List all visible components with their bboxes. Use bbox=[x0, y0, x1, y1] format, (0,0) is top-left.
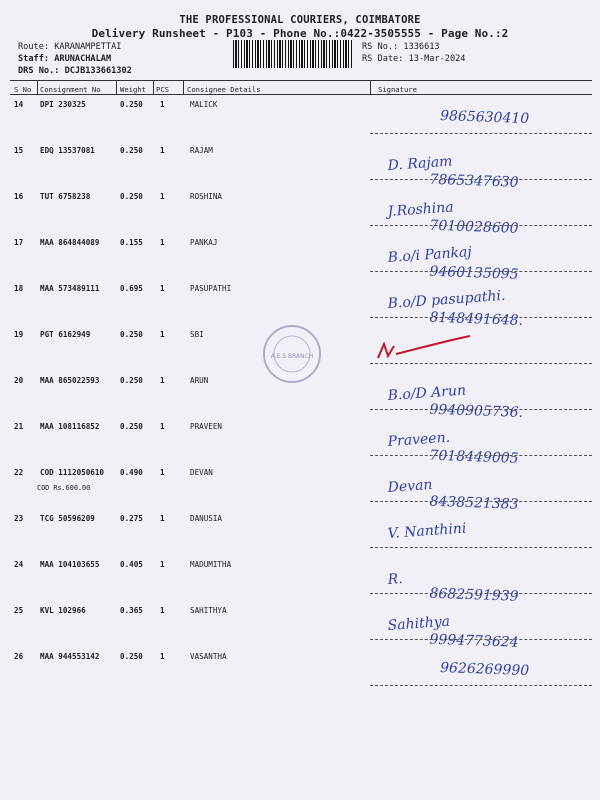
cell-sno: 18 bbox=[14, 284, 24, 293]
signature-dash-line bbox=[370, 639, 592, 640]
route-label: Route: KARANAMPETTAI bbox=[18, 42, 122, 52]
signature-dash-line bbox=[370, 133, 592, 134]
cell-pcs: 1 bbox=[160, 100, 165, 109]
cell-consignment: MAA 944553142 bbox=[40, 652, 100, 661]
cell-pcs: 1 bbox=[160, 606, 165, 615]
office-stamp bbox=[258, 323, 326, 385]
cell-sno: 17 bbox=[14, 238, 24, 247]
signature-dash-line bbox=[370, 501, 592, 502]
signature-phone: 9940905736. bbox=[429, 401, 524, 421]
signature-area bbox=[370, 468, 592, 514]
header-bottom-rule bbox=[10, 94, 592, 95]
signature-dash-line bbox=[370, 317, 592, 318]
signature-dash-line bbox=[370, 409, 592, 410]
cell-sno: 25 bbox=[14, 606, 24, 615]
cell-pcs: 1 bbox=[160, 560, 165, 569]
cell-sno: 20 bbox=[14, 376, 24, 385]
signature-phone: 8148491648. bbox=[429, 309, 524, 329]
col-divider bbox=[183, 80, 184, 94]
signature-phone: 9626269990 bbox=[439, 660, 530, 680]
cell-consignee: PANKAJ bbox=[190, 238, 218, 247]
signature-name: B.o/D Arun bbox=[387, 382, 467, 404]
barcode bbox=[233, 40, 353, 68]
cell-pcs: 1 bbox=[160, 284, 165, 293]
cell-consignment: COD 1112050610 bbox=[40, 468, 105, 477]
signature-dash-line bbox=[370, 225, 592, 226]
col-header-sno: S No bbox=[14, 85, 32, 94]
signature-name: Praveen. bbox=[387, 429, 451, 450]
signature-phone: 9994773624 bbox=[429, 631, 519, 651]
cod-note: COD Rs.600.00 bbox=[37, 484, 91, 492]
signature-phone: 9460135095 bbox=[429, 263, 519, 283]
staff-label: Staff: ARUNACHALAM bbox=[18, 54, 112, 64]
cell-pcs: 1 bbox=[160, 468, 165, 477]
cell-weight: 0.250 bbox=[120, 330, 143, 339]
signature-dash-line bbox=[370, 593, 592, 594]
cell-sno: 26 bbox=[14, 652, 24, 661]
signature-phone: 8438521383 bbox=[429, 493, 519, 513]
table-row bbox=[0, 514, 600, 560]
cell-consignee: MALICK bbox=[190, 100, 218, 109]
signature-name: Sahithya bbox=[387, 613, 451, 634]
cell-weight: 0.250 bbox=[120, 376, 143, 385]
signature-area bbox=[370, 100, 592, 146]
signature-name: D. Rajam bbox=[387, 153, 453, 174]
signature-scribble bbox=[378, 336, 470, 358]
cell-consignee: PASUPATHI bbox=[190, 284, 232, 293]
col-header-weight: Weight bbox=[120, 85, 146, 94]
cell-consignee: VASANTHA bbox=[190, 652, 227, 661]
company-title: THE PROFESSIONAL COURIERS, COIMBATORE bbox=[179, 14, 421, 26]
cell-consignment: DPI 230325 bbox=[40, 100, 86, 109]
col-header-signature: Signature bbox=[378, 85, 417, 94]
signature-name: V. Nanthini bbox=[387, 520, 467, 542]
signature-area bbox=[370, 238, 592, 284]
cell-consignment: PGT 6162949 bbox=[40, 330, 91, 339]
cell-consignment: MAA 108116852 bbox=[40, 422, 100, 431]
signature-area bbox=[370, 192, 592, 238]
cell-consignment: TUT 6758238 bbox=[40, 192, 91, 201]
cell-weight: 0.490 bbox=[120, 468, 143, 477]
signature-area bbox=[370, 606, 592, 652]
signature-phone: 7010028600 bbox=[429, 217, 519, 237]
col-divider bbox=[370, 80, 371, 94]
col-divider bbox=[116, 80, 117, 94]
signature-area bbox=[370, 284, 592, 330]
col-header-pcs: PCS bbox=[156, 85, 169, 94]
cell-weight: 0.365 bbox=[120, 606, 143, 615]
signature-name: Devan bbox=[387, 476, 433, 496]
cell-consignment: EDQ 13537081 bbox=[40, 146, 95, 155]
signature-name: J.Roshina bbox=[387, 199, 455, 220]
rs-date: RS Date: 13-Mar-2024 bbox=[362, 54, 466, 64]
signature-name: B.o/i Pankaj bbox=[387, 244, 473, 266]
signature-dash-line bbox=[370, 547, 592, 548]
signature-phone: 9865630410 bbox=[439, 108, 530, 128]
cell-pcs: 1 bbox=[160, 330, 165, 339]
signature-dash-line bbox=[370, 179, 592, 180]
cell-sno: 23 bbox=[14, 514, 24, 523]
cell-weight: 0.275 bbox=[120, 514, 143, 523]
cell-consignee: RAJAM bbox=[190, 146, 213, 155]
col-header-consignment: Consignment No bbox=[40, 85, 101, 94]
rs-number: RS No.: 1336613 bbox=[362, 42, 440, 52]
cell-weight: 0.250 bbox=[120, 652, 143, 661]
signature-area bbox=[370, 146, 592, 192]
signature-area bbox=[370, 560, 592, 606]
cell-pcs: 1 bbox=[160, 192, 165, 201]
cell-pcs: 1 bbox=[160, 652, 165, 661]
cell-consignee: SBI bbox=[190, 330, 204, 339]
cell-consignee: ROSHINA bbox=[190, 192, 223, 201]
table-row bbox=[0, 560, 600, 606]
cell-consignment: MAA 865022593 bbox=[40, 376, 100, 385]
signature-dash-line bbox=[370, 455, 592, 456]
signature-dash-line bbox=[370, 685, 592, 686]
signature-phone: 7865347630 bbox=[429, 171, 519, 191]
cell-pcs: 1 bbox=[160, 422, 165, 431]
cell-pcs: 1 bbox=[160, 146, 165, 155]
signature-area bbox=[370, 376, 592, 422]
table-row bbox=[0, 652, 600, 698]
cell-consignee: SAHITHYA bbox=[190, 606, 227, 615]
cell-weight: 0.250 bbox=[120, 100, 143, 109]
cell-sno: 24 bbox=[14, 560, 24, 569]
cell-consignee: MADUMITHA bbox=[190, 560, 232, 569]
signature-phone: 8682591939 bbox=[429, 585, 519, 605]
signature-area bbox=[370, 330, 592, 376]
cell-weight: 0.250 bbox=[120, 192, 143, 201]
signature-dash-line bbox=[370, 363, 592, 364]
table-row bbox=[0, 146, 600, 192]
svg-text:A.E.S BRANCH: A.E.S BRANCH bbox=[270, 353, 314, 360]
cell-sno: 15 bbox=[14, 146, 24, 155]
cell-weight: 0.250 bbox=[120, 422, 143, 431]
cell-weight: 0.405 bbox=[120, 560, 143, 569]
table-row bbox=[0, 606, 600, 652]
signature-area bbox=[370, 514, 592, 560]
cell-consignment: MAA 573489111 bbox=[40, 284, 100, 293]
col-divider bbox=[153, 80, 154, 94]
header-top-rule bbox=[10, 80, 592, 81]
cell-sno: 21 bbox=[14, 422, 24, 431]
cell-pcs: 1 bbox=[160, 376, 165, 385]
cell-pcs: 1 bbox=[160, 514, 165, 523]
table-row bbox=[0, 238, 600, 284]
cell-weight: 0.250 bbox=[120, 146, 143, 155]
cell-sno: 22 bbox=[14, 468, 24, 477]
table-row bbox=[0, 192, 600, 238]
signature-area bbox=[370, 652, 592, 698]
signature-name: R. bbox=[387, 570, 404, 588]
cell-consignment: MAA 864844089 bbox=[40, 238, 100, 247]
cell-sno: 16 bbox=[14, 192, 24, 201]
col-header-consignee: Consignee Details bbox=[187, 85, 261, 94]
cell-consignment: KVL 102966 bbox=[40, 606, 86, 615]
cell-sno: 14 bbox=[14, 100, 24, 109]
col-divider bbox=[37, 80, 38, 94]
signature-name: B.o/D pasupathi. bbox=[387, 287, 506, 312]
signature-phone: 7018449005 bbox=[429, 447, 519, 467]
runsheet-subtitle: Delivery Runsheet - P103 - Phone No.:0422-3505555 - Page No.:2 bbox=[91, 27, 509, 40]
signature-area bbox=[370, 422, 592, 468]
signature-dash-line bbox=[370, 271, 592, 272]
cell-consignee: PRAVEEN bbox=[190, 422, 223, 431]
table-row bbox=[0, 100, 600, 146]
drs-number: DRS No.: DCJB133661302 bbox=[18, 66, 132, 76]
cell-consignment: MAA 104103655 bbox=[40, 560, 100, 569]
cell-consignee: DANUSIA bbox=[190, 514, 223, 523]
table-row bbox=[0, 422, 600, 468]
cell-consignee: ARUN bbox=[190, 376, 209, 385]
cell-weight: 0.155 bbox=[120, 238, 143, 247]
cell-pcs: 1 bbox=[160, 238, 165, 247]
cell-consignment: TCG 50596209 bbox=[40, 514, 95, 523]
cell-consignee: DEVAN bbox=[190, 468, 213, 477]
cell-sno: 19 bbox=[14, 330, 24, 339]
cell-weight: 0.695 bbox=[120, 284, 143, 293]
